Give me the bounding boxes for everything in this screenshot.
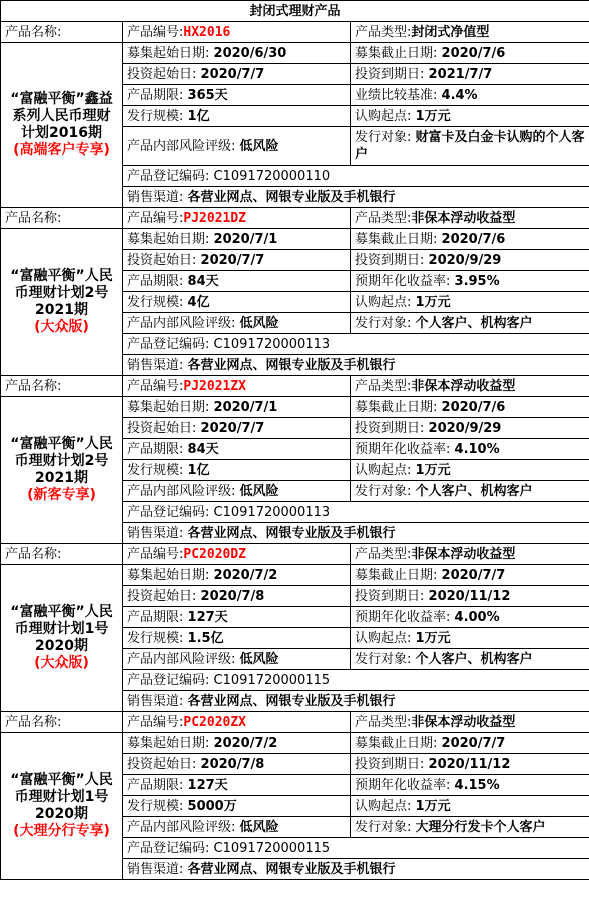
raise-end-value: 2020/7/6 [441,399,506,415]
scale-value: 1亿 [187,462,210,478]
target-value: 个人客户、机构客户 [415,315,533,331]
channel-label: 销售渠道: [127,861,184,877]
product-type-value: 非保本浮动收益型 [411,546,516,562]
invest-start-value: 2020/7/8 [200,756,265,772]
product-type-cell [351,376,589,397]
product-name: “富融平衡”人民币理财计划1号2020期 [10,772,113,822]
scale-label: 发行规模: [127,462,184,478]
product-code-cell [123,208,351,229]
maturity-cell [351,754,589,775]
product-code-value: PJ2021DZ [183,210,247,226]
maturity-label: 投资到期日: [355,66,425,82]
reg-code-label: 产品登记编码: [127,840,210,856]
risk-cell [123,649,351,670]
min-purchase-label: 认购起点: [355,108,412,124]
product-type-value: 非保本浮动收益型 [411,210,516,226]
scale-cell [123,796,351,817]
reg-code-cell [123,670,589,691]
risk-cell [123,817,351,838]
min-purchase-value: 1万元 [415,798,451,814]
invest-start-cell [123,754,351,775]
product-code-value: PC2020ZX [183,714,247,730]
min-purchase-cell [351,106,589,127]
product-name-label: 产品名称: [1,22,123,43]
benchmark-label: 预期年化收益率: [355,441,451,457]
maturity-value: 2021/7/7 [428,66,493,82]
benchmark-value: 4.10% [454,441,500,457]
term-label: 产品期限: [127,441,184,457]
scale-label: 发行规模: [127,798,184,814]
product-code-label: 产品编号: [127,546,184,562]
invest-start-value: 2020/7/8 [200,588,265,604]
min-purchase-cell [351,796,589,817]
benchmark-cell [351,775,589,796]
raise-start-label: 募集起始日期: [127,231,210,247]
term-label: 产品期限: [127,609,184,625]
target-cell [351,127,589,166]
product-type-cell [351,208,589,229]
raise-end-label: 募集截止日期: [355,231,438,247]
raise-end-cell [351,397,589,418]
scale-value: 1亿 [187,108,210,124]
reg-code-value: C1091720000110 [213,168,331,184]
reg-code-value: C1091720000113 [213,336,331,352]
raise-end-cell [351,565,589,586]
raise-start-value: 2020/6/30 [213,45,287,61]
product-name-cell [1,397,123,544]
target-cell [351,649,589,670]
product-name-cell [1,733,123,880]
product-code-cell [123,712,351,733]
maturity-label: 投资到期日: [355,420,425,436]
invest-start-label: 投资起始日: [127,66,197,82]
maturity-label: 投资到期日: [355,588,425,604]
term-value: 84天 [187,441,219,457]
min-purchase-label: 认购起点: [355,630,412,646]
min-purchase-value: 1万元 [415,630,451,646]
product-code-value: HX2016 [183,24,231,40]
min-purchase-cell [351,292,589,313]
target-label: 发行对象: [355,130,412,145]
target-value: 大理分行发卡个人客户 [415,819,546,835]
raise-end-value: 2020/7/7 [441,567,506,583]
invest-start-label: 投资起始日: [127,420,197,436]
scale-cell [123,292,351,313]
target-value: 个人客户、机构客户 [415,651,533,667]
channel-label: 销售渠道: [127,189,184,205]
reg-code-cell [123,838,589,859]
reg-code-cell [123,166,589,187]
term-label: 产品期限: [127,87,184,103]
channel-cell [123,691,589,712]
raise-start-cell [123,397,351,418]
raise-start-cell [123,229,351,250]
min-purchase-cell [351,628,589,649]
invest-start-cell [123,250,351,271]
product-row-header [1,208,589,229]
benchmark-cell [351,85,589,106]
product-code-cell [123,22,351,43]
benchmark-cell [351,271,589,292]
min-purchase-value: 1万元 [415,108,451,124]
channel-value: 各营业网点、网银专业版及手机银行 [187,861,396,877]
product-type-cell [351,544,589,565]
channel-label: 销售渠道: [127,693,184,709]
term-cell [123,85,351,106]
reg-code-value: C1091720000115 [213,840,331,856]
scale-label: 发行规模: [127,294,184,310]
target-cell [351,817,589,838]
channel-cell [123,859,589,880]
raise-start-cell [123,565,351,586]
product-name-cell [1,565,123,712]
raise-start-value: 2020/7/2 [213,735,278,751]
channel-value: 各营业网点、网银专业版及手机银行 [187,189,396,205]
target-cell [351,481,589,502]
min-purchase-label: 认购起点: [355,462,412,478]
scale-value: 1.5亿 [187,630,224,646]
product-code-cell [123,376,351,397]
raise-start-value: 2020/7/1 [213,399,278,415]
min-purchase-value: 1万元 [415,294,451,310]
raise-end-label: 募集截止日期: [355,567,438,583]
benchmark-label: 预期年化收益率: [355,273,451,289]
product-name: “富融平衡”人民币理财计划2号2021期 [10,268,113,318]
maturity-value: 2020/9/29 [428,252,502,268]
scale-value: 4亿 [187,294,210,310]
benchmark-value: 3.95% [454,273,500,289]
product-row-header [1,712,589,733]
raise-start-cell [123,43,351,64]
min-purchase-label: 认购起点: [355,294,412,310]
target-label: 发行对象: [355,315,412,331]
product-row-header [1,376,589,397]
product-type-label: 产品类型: [355,714,412,730]
invest-start-value: 2020/7/7 [200,420,265,436]
scale-value: 5000万 [187,798,237,814]
term-cell [123,775,351,796]
product-type-cell [351,712,589,733]
maturity-label: 投资到期日: [355,252,425,268]
product-tag: (大理分行专享) [13,823,110,839]
min-purchase-label: 认购起点: [355,798,412,814]
min-purchase-cell [351,460,589,481]
product-tag: (新客专享) [27,487,96,503]
risk-label: 产品内部风险评级: [127,315,236,331]
raise-start-cell [123,733,351,754]
product-type-label: 产品类型: [355,210,412,226]
product-name-label: 产品名称: [1,208,123,229]
product-code-label: 产品编号: [127,210,184,226]
product-type-cell [351,22,589,43]
risk-label: 产品内部风险评级: [127,651,236,667]
product-tag: (大众版) [34,655,89,671]
term-value: 127天 [187,609,228,625]
reg-code-label: 产品登记编码: [127,168,210,184]
raise-start-value: 2020/7/2 [213,567,278,583]
product-code-cell [123,544,351,565]
reg-code-label: 产品登记编码: [127,504,210,520]
maturity-cell [351,250,589,271]
channel-cell [123,187,589,208]
term-label: 产品期限: [127,273,184,289]
channel-cell [123,523,589,544]
risk-cell [123,313,351,334]
product-name: “富融平衡”人民币理财计划1号2020期 [10,604,113,654]
target-label: 发行对象: [355,819,412,835]
raise-end-label: 募集截止日期: [355,45,438,61]
raise-end-cell [351,43,589,64]
product-name-label: 产品名称: [1,712,123,733]
benchmark-label: 预期年化收益率: [355,609,451,625]
product-type-label: 产品类型: [355,24,412,40]
raise-start-label: 募集起始日期: [127,45,210,61]
product-name-label: 产品名称: [1,376,123,397]
reg-code-label: 产品登记编码: [127,336,210,352]
product-name-label: 产品名称: [1,544,123,565]
risk-label: 产品内部风险评级: [127,138,236,154]
invest-start-label: 投资起始日: [127,252,197,268]
product-row-header [1,544,589,565]
product-code-value: PC2020DZ [183,546,247,562]
target-value: 个人客户、机构客户 [415,483,533,499]
reg-code-value: C1091720000115 [213,672,331,688]
term-value: 127天 [187,777,228,793]
product-name-cell [1,229,123,376]
raise-start-value: 2020/7/1 [213,231,278,247]
term-value: 365天 [187,87,228,103]
invest-start-value: 2020/7/7 [200,252,265,268]
raise-end-value: 2020/7/6 [441,45,506,61]
term-cell [123,439,351,460]
invest-start-cell [123,64,351,85]
scale-label: 发行规模: [127,630,184,646]
risk-cell [123,481,351,502]
risk-cell [123,127,351,166]
maturity-cell [351,586,589,607]
risk-value: 低风险 [239,819,279,835]
scale-label: 发行规模: [127,108,184,124]
channel-label: 销售渠道: [127,357,184,373]
scale-cell [123,460,351,481]
benchmark-value: 4.00% [454,609,500,625]
product-type-label: 产品类型: [355,378,412,394]
raise-end-label: 募集截止日期: [355,399,438,415]
maturity-cell [351,64,589,85]
raise-start-label: 募集起始日期: [127,735,210,751]
invest-start-label: 投资起始日: [127,756,197,772]
maturity-value: 2020/9/29 [428,420,502,436]
raise-end-value: 2020/7/6 [441,231,506,247]
product-row-header [1,22,589,43]
target-value: 财富卡及白金卡认购的个人客户 [355,130,585,162]
reg-code-cell [123,502,589,523]
product-type-value: 非保本浮动收益型 [411,714,516,730]
term-label: 产品期限: [127,777,184,793]
invest-start-cell [123,418,351,439]
target-label: 发行对象: [355,483,412,499]
product-tag: (大众版) [34,319,89,335]
risk-value: 低风险 [239,483,279,499]
raise-end-label: 募集截止日期: [355,735,438,751]
maturity-value: 2020/11/12 [428,588,511,604]
scale-cell [123,106,351,127]
product-code-label: 产品编号: [127,24,184,40]
risk-value: 低风险 [239,138,279,154]
reg-code-cell [123,334,589,355]
invest-start-value: 2020/7/7 [200,66,265,82]
product-name: “富融平衡”鑫益系列人民币理财计划2016期 [10,91,113,141]
benchmark-value: 4.15% [454,777,500,793]
term-cell [123,607,351,628]
raise-start-label: 募集起始日期: [127,567,210,583]
channel-label: 销售渠道: [127,525,184,541]
benchmark-label: 业绩比较基准: [355,87,438,103]
risk-label: 产品内部风险评级: [127,819,236,835]
benchmark-cell [351,439,589,460]
risk-label: 产品内部风险评级: [127,483,236,499]
risk-value: 低风险 [239,315,279,331]
product-code-label: 产品编号: [127,714,184,730]
reg-code-label: 产品登记编码: [127,672,210,688]
product-code-value: PJ2021ZX [183,378,247,394]
risk-value: 低风险 [239,651,279,667]
channel-value: 各营业网点、网银专业版及手机银行 [187,525,396,541]
raise-end-cell [351,733,589,754]
target-cell [351,313,589,334]
benchmark-label: 预期年化收益率: [355,777,451,793]
benchmark-cell [351,607,589,628]
maturity-cell [351,418,589,439]
product-name-cell [1,43,123,208]
raise-end-cell [351,229,589,250]
product-name: “富融平衡”人民币理财计划2号2021期 [10,436,113,486]
reg-code-value: C1091720000113 [213,504,331,520]
channel-value: 各营业网点、网银专业版及手机银行 [187,693,396,709]
raise-start-label: 募集起始日期: [127,399,210,415]
term-cell [123,271,351,292]
product-code-label: 产品编号: [127,378,184,394]
raise-end-value: 2020/7/7 [441,735,506,751]
scale-cell [123,628,351,649]
table-title: 封闭式理财产品 [1,1,589,22]
product-type-value: 非保本浮动收益型 [411,378,516,394]
term-value: 84天 [187,273,219,289]
product-type-value: 封闭式净值型 [411,24,490,40]
min-purchase-value: 1万元 [415,462,451,478]
maturity-label: 投资到期日: [355,756,425,772]
maturity-value: 2020/11/12 [428,756,511,772]
channel-cell [123,355,589,376]
channel-value: 各营业网点、网银专业版及手机银行 [187,357,396,373]
target-label: 发行对象: [355,651,412,667]
product-tag: (高端客户专享) [13,142,110,158]
product-type-label: 产品类型: [355,546,412,562]
invest-start-label: 投资起始日: [127,588,197,604]
benchmark-value: 4.4% [441,87,478,103]
invest-start-cell [123,586,351,607]
